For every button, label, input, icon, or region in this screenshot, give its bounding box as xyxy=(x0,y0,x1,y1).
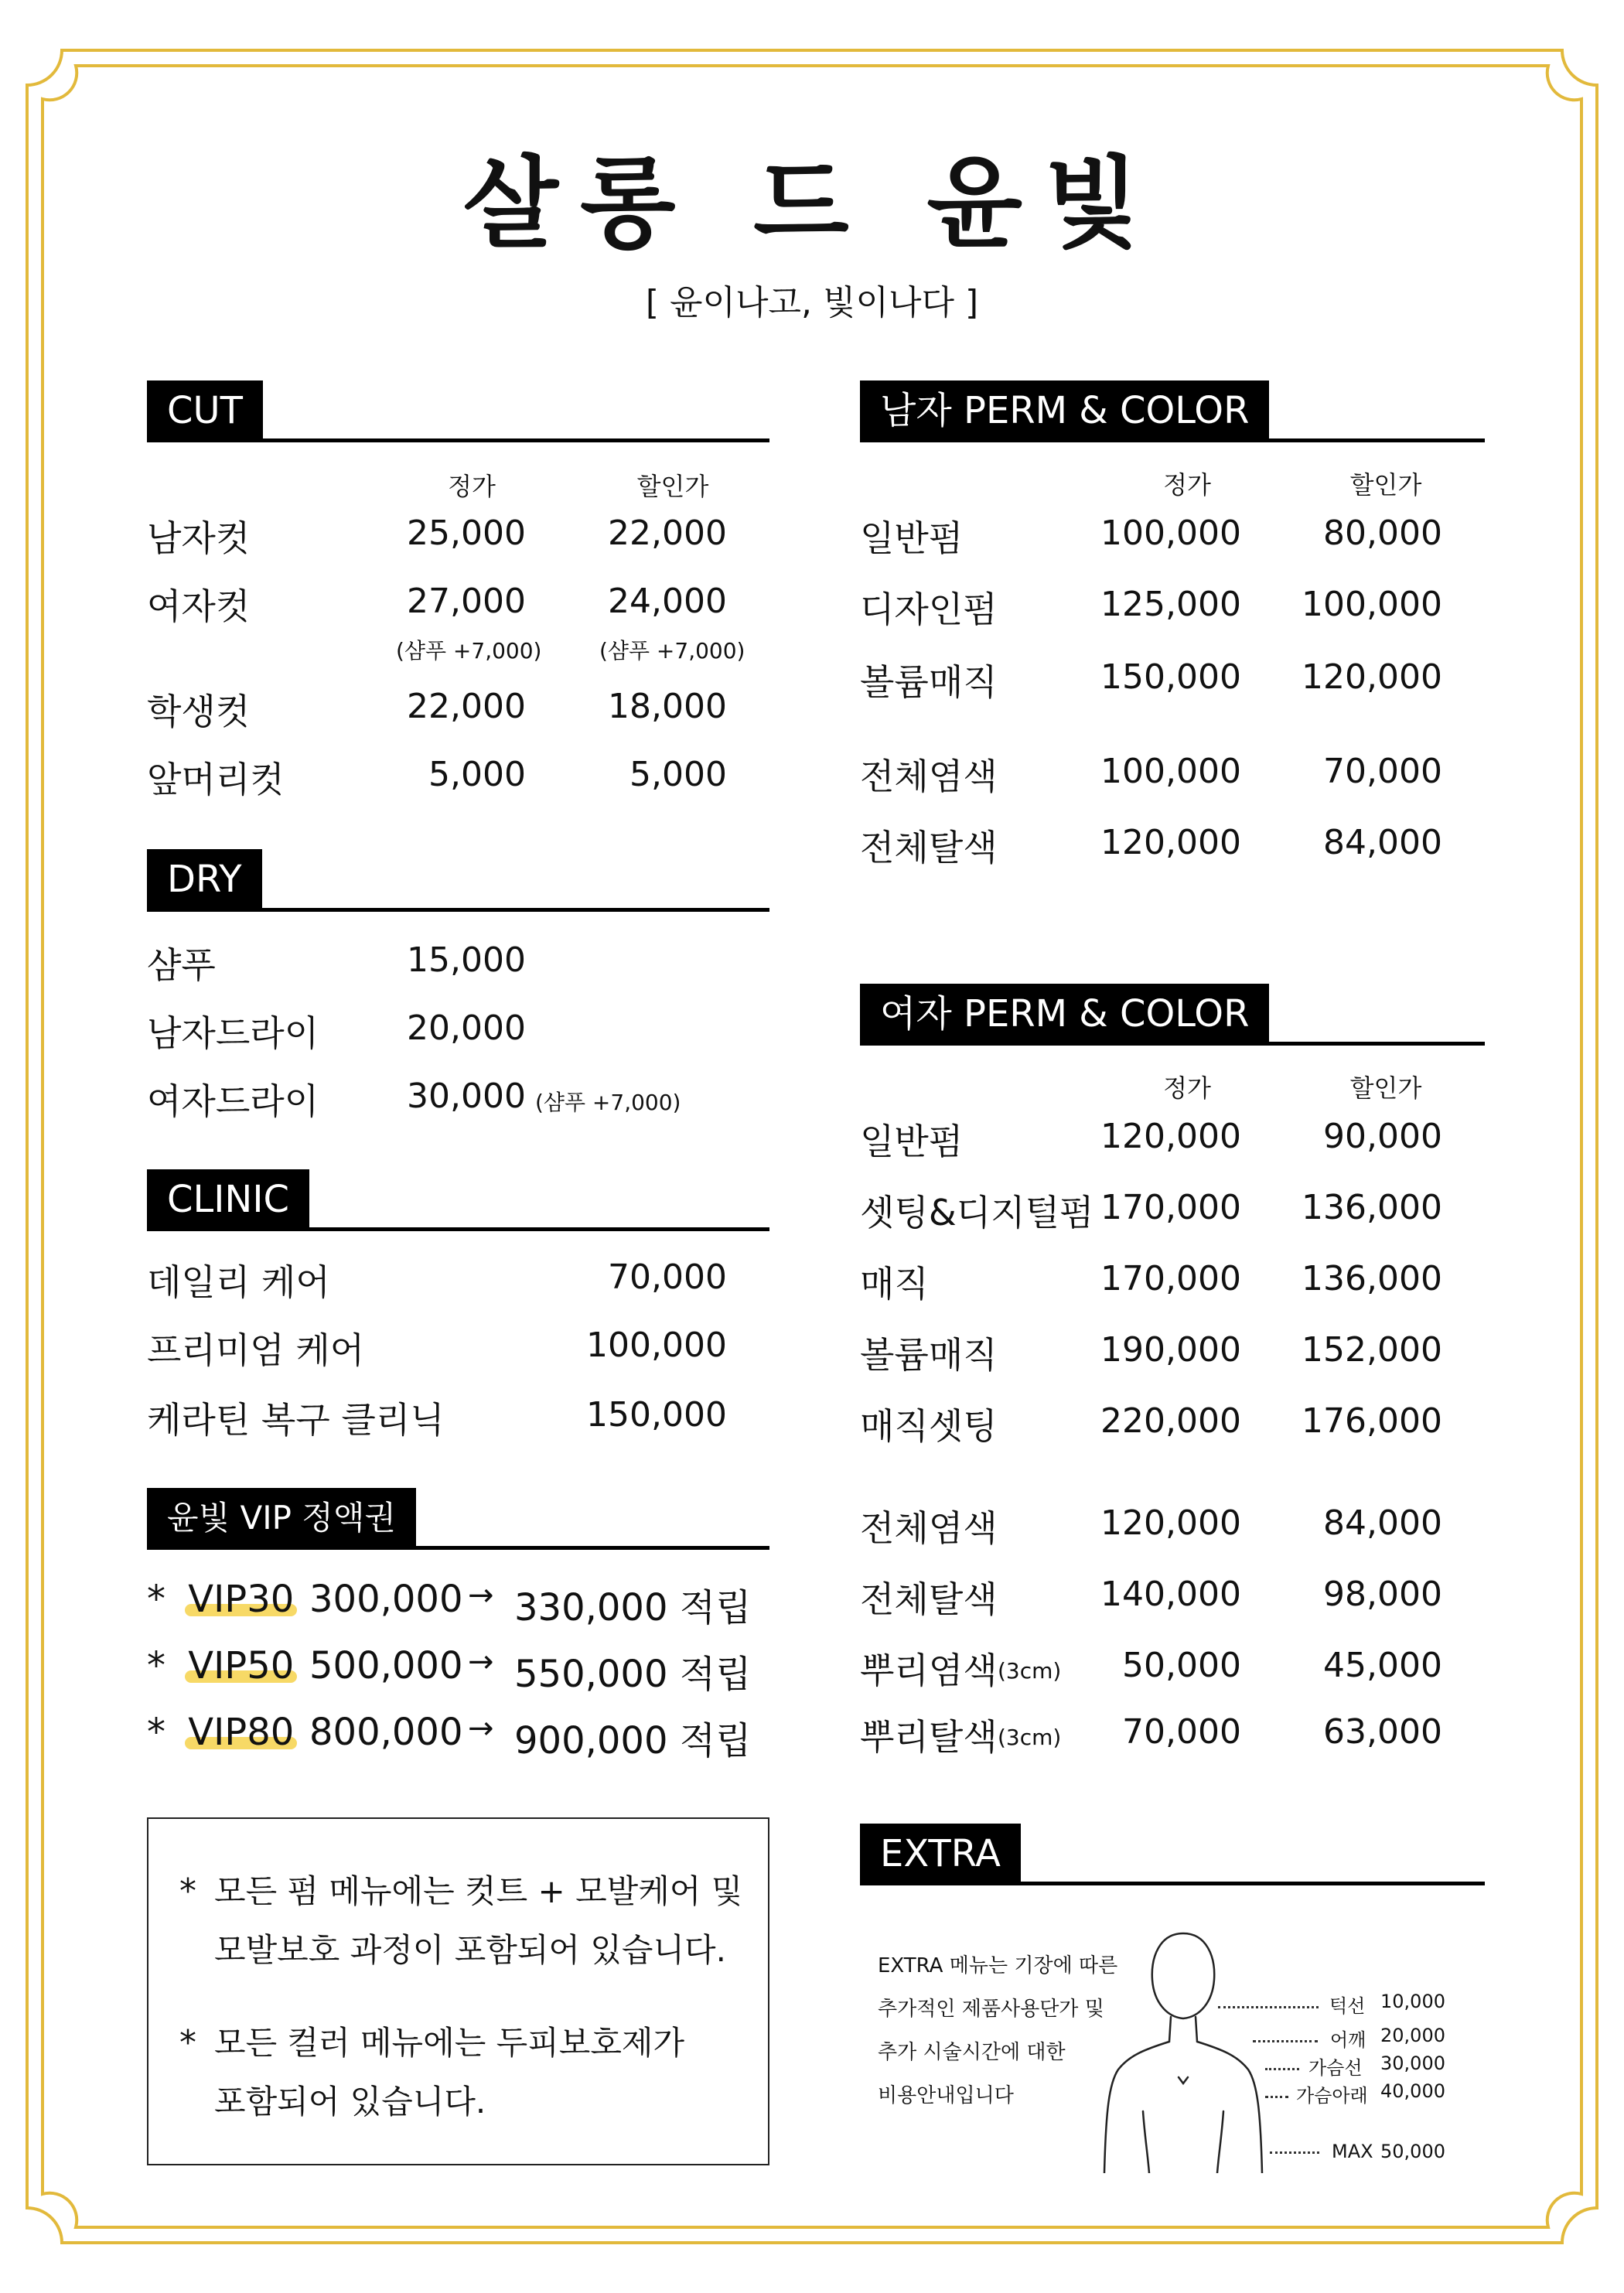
section-divider xyxy=(147,438,769,442)
note-bullet: * xyxy=(179,1872,196,1911)
bullet: * xyxy=(147,1644,165,1687)
section-divider xyxy=(860,438,1485,442)
menu-item-name: 샴푸 xyxy=(147,944,216,986)
regular-price: 50,000 xyxy=(1122,1646,1241,1685)
menu-item-name: 일반펌 xyxy=(860,1121,964,1162)
level-name: 턱선 xyxy=(1329,1995,1366,2017)
regular-price: 170,000 xyxy=(1100,1259,1241,1298)
vip-pay: 300,000 xyxy=(309,1578,463,1621)
menu-item-name: 매직 xyxy=(860,1263,929,1305)
arrow-icon: → xyxy=(468,1711,494,1746)
extra-level xyxy=(1253,2025,1366,2052)
level-price: 20,000 xyxy=(1380,2025,1445,2046)
discount-price: 136,000 xyxy=(1302,1188,1442,1227)
vip-credit: 900,000 적립 xyxy=(514,1719,752,1762)
page-subtitle: [ 윤이나고, 빛이나다 ] xyxy=(645,283,979,322)
dotted-leader xyxy=(1270,2151,1319,2154)
level-price: 30,000 xyxy=(1380,2052,1445,2074)
note-text xyxy=(214,1862,742,1980)
level-name: 어깨 xyxy=(1330,2029,1366,2051)
level-name: 가슴아래 xyxy=(1296,2085,1368,2107)
regular-price: 27,000 xyxy=(407,582,526,621)
discount-price: 80,000 xyxy=(1323,514,1442,553)
section-label-dry: DRY xyxy=(147,849,262,909)
dotted-leader xyxy=(1253,2040,1318,2042)
vip-row xyxy=(147,1578,294,1621)
menu-item-name: 남자드라이 xyxy=(147,1012,319,1054)
section-divider xyxy=(860,1042,1485,1046)
vip-row xyxy=(147,1711,294,1754)
price-note: (샴푸 +7,000) xyxy=(396,638,542,664)
level-name: 가슴선 xyxy=(1308,2057,1363,2079)
price-note: (샴푸 +7,000) xyxy=(599,638,745,664)
menu-item-name: 뿌리탈색 xyxy=(860,1716,998,1758)
page-title: 살롱 드 윤빛 xyxy=(462,146,1162,261)
section-divider xyxy=(147,908,769,912)
regular-price: 100,000 xyxy=(1100,514,1241,553)
menu-item-name: 학생컷 xyxy=(147,691,251,732)
discount-price: 176,000 xyxy=(1302,1401,1442,1441)
section-label-clinic: CLINIC xyxy=(147,1169,309,1230)
price: 20,000 xyxy=(407,1008,526,1048)
note-bullet: * xyxy=(179,2023,196,2063)
note-text xyxy=(214,2014,684,2131)
extra-description-line: 추가 시술시간에 대한 xyxy=(878,2041,1066,2064)
column-header-discount: 할인가 xyxy=(636,472,709,501)
price: 30,000 xyxy=(407,1077,526,1116)
notes-box xyxy=(147,1817,769,2165)
vip-credit: 550,000 적립 xyxy=(514,1653,752,1696)
section-label-extra: EXTRA xyxy=(860,1824,1021,1884)
arrow-icon: → xyxy=(468,1644,494,1680)
price: 70,000 xyxy=(608,1257,727,1297)
vip-tag-label: VIP80 xyxy=(188,1711,295,1754)
regular-price: 190,000 xyxy=(1100,1330,1241,1370)
column-header-regular: 정가 xyxy=(1163,470,1211,500)
extra-description xyxy=(878,1944,1117,2117)
note-line: 포함되어 있습니다. xyxy=(214,2083,486,2121)
level-price: 10,000 xyxy=(1380,1991,1445,2012)
dotted-leader xyxy=(1265,2096,1288,2098)
level-price: 40,000 xyxy=(1380,2080,1445,2102)
section-label-women: 여자 PERM & COLOR xyxy=(860,984,1269,1044)
regular-price: 140,000 xyxy=(1100,1575,1241,1614)
section-divider xyxy=(147,1227,769,1231)
menu-item-name: 볼륨매직 xyxy=(860,1334,998,1376)
menu-item-name: 볼륨매직 xyxy=(860,661,998,703)
regular-price: 70,000 xyxy=(1122,1712,1241,1752)
note-line: 모든 컬러 메뉴에는 두피보호제가 xyxy=(214,2024,685,2062)
menu-item-name: 디자인펌 xyxy=(860,589,998,630)
vip-credit: 330,000 적립 xyxy=(514,1586,752,1629)
extra-description-line: 비용안내입니다 xyxy=(878,2084,1014,2107)
extra-level xyxy=(1265,2080,1368,2107)
regular-price: 220,000 xyxy=(1100,1401,1241,1441)
menu-item-name: 프리미엄 케어 xyxy=(147,1329,365,1371)
vip-tag-label: VIP50 xyxy=(188,1644,295,1687)
section-label-men: 남자 PERM & COLOR xyxy=(860,380,1269,441)
menu-item-name: 뿌리염색 xyxy=(860,1650,998,1691)
section-label-vip: 윤빛 VIP 정액권 xyxy=(147,1488,416,1548)
menu-item-name: 앞머리컷 xyxy=(147,759,285,800)
menu-item-name: 전체탈색 xyxy=(860,1578,998,1620)
price: 150,000 xyxy=(586,1395,727,1435)
discount-price: 98,000 xyxy=(1323,1575,1442,1614)
regular-price: 150,000 xyxy=(1100,657,1241,697)
discount-price: 18,000 xyxy=(608,687,727,726)
column-header-discount: 할인가 xyxy=(1349,1073,1422,1103)
section-label-cut: CUT xyxy=(147,380,263,441)
regular-price: 120,000 xyxy=(1100,1503,1241,1543)
regular-price: 170,000 xyxy=(1100,1188,1241,1227)
discount-price: 120,000 xyxy=(1302,657,1442,697)
menu-item-name: 남자컷 xyxy=(147,517,251,559)
price-note: (샴푸 +7,000) xyxy=(535,1090,681,1115)
regular-price: 125,000 xyxy=(1100,585,1241,624)
menu-item-name: 셋팅&디지털펌 xyxy=(860,1192,1094,1234)
discount-price: 45,000 xyxy=(1323,1646,1442,1685)
menu-item-name: 전체탈색 xyxy=(860,827,998,868)
column-header-discount: 할인가 xyxy=(1349,470,1422,500)
column-header-regular: 정가 xyxy=(448,472,496,501)
note-line: 모든 펌 메뉴에는 컷트 + 모발케어 및 xyxy=(214,1872,743,1910)
extra-level xyxy=(1218,1991,1365,2018)
regular-price: 22,000 xyxy=(407,687,526,726)
regular-price: 100,000 xyxy=(1100,752,1241,791)
discount-price: 63,000 xyxy=(1323,1712,1442,1752)
arrow-icon: → xyxy=(468,1578,494,1613)
level-price: 50,000 xyxy=(1380,2141,1445,2162)
menu-item-name: 매직셋팅 xyxy=(860,1405,998,1447)
discount-price: 5,000 xyxy=(629,755,727,794)
bullet: * xyxy=(147,1711,165,1754)
level-name: MAX xyxy=(1332,2141,1373,2162)
menu-item-name: 여자컷 xyxy=(147,585,251,627)
vip-tag-label: VIP30 xyxy=(188,1578,295,1621)
vip-tag xyxy=(188,1711,294,1754)
vip-pay: 500,000 xyxy=(309,1644,463,1687)
extra-description-line: 추가적인 제품사용단가 및 xyxy=(878,1998,1104,2021)
bullet: * xyxy=(147,1578,165,1621)
extra-level xyxy=(1265,2052,1363,2080)
discount-price: 84,000 xyxy=(1323,823,1442,862)
menu-item-name: 전체염색 xyxy=(860,1507,998,1549)
menu-item-name: 일반펌 xyxy=(860,517,964,559)
price: 100,000 xyxy=(586,1326,727,1365)
vip-row xyxy=(147,1644,294,1687)
regular-price: 5,000 xyxy=(428,755,526,794)
price: 15,000 xyxy=(407,940,526,980)
discount-price: 84,000 xyxy=(1323,1503,1442,1543)
discount-price: 90,000 xyxy=(1323,1117,1442,1156)
regular-price: 120,000 xyxy=(1100,1117,1241,1156)
discount-price: 70,000 xyxy=(1323,752,1442,791)
regular-price: 120,000 xyxy=(1100,823,1241,862)
discount-price: 100,000 xyxy=(1302,585,1442,624)
discount-price: 152,000 xyxy=(1302,1330,1442,1370)
discount-price: 136,000 xyxy=(1302,1259,1442,1298)
column-header-regular: 정가 xyxy=(1163,1073,1211,1103)
section-divider xyxy=(860,1882,1485,1885)
vip-tag xyxy=(188,1578,294,1621)
length-note: (3cm) xyxy=(998,1725,1062,1750)
section-divider xyxy=(147,1546,769,1550)
menu-item-name: 케라틴 복구 클리닉 xyxy=(147,1399,445,1441)
length-note: (3cm) xyxy=(998,1658,1062,1684)
extra-level xyxy=(1270,2141,1373,2162)
note-line: 모발보호 과정이 포함되어 있습니다. xyxy=(214,1931,726,1969)
dotted-leader xyxy=(1218,2006,1319,2008)
dotted-leader xyxy=(1265,2068,1299,2070)
vip-tag xyxy=(188,1644,294,1687)
vip-pay: 800,000 xyxy=(309,1711,463,1754)
discount-price: 22,000 xyxy=(608,514,727,553)
discount-price: 24,000 xyxy=(608,582,727,621)
menu-item-name: 전체염색 xyxy=(860,756,998,797)
menu-item-name: 데일리 케어 xyxy=(147,1261,330,1303)
extra-description-line: EXTRA 메뉴는 기장에 따른 xyxy=(878,1954,1118,1977)
regular-price: 25,000 xyxy=(407,514,526,553)
menu-item-name: 여자드라이 xyxy=(147,1080,319,1122)
